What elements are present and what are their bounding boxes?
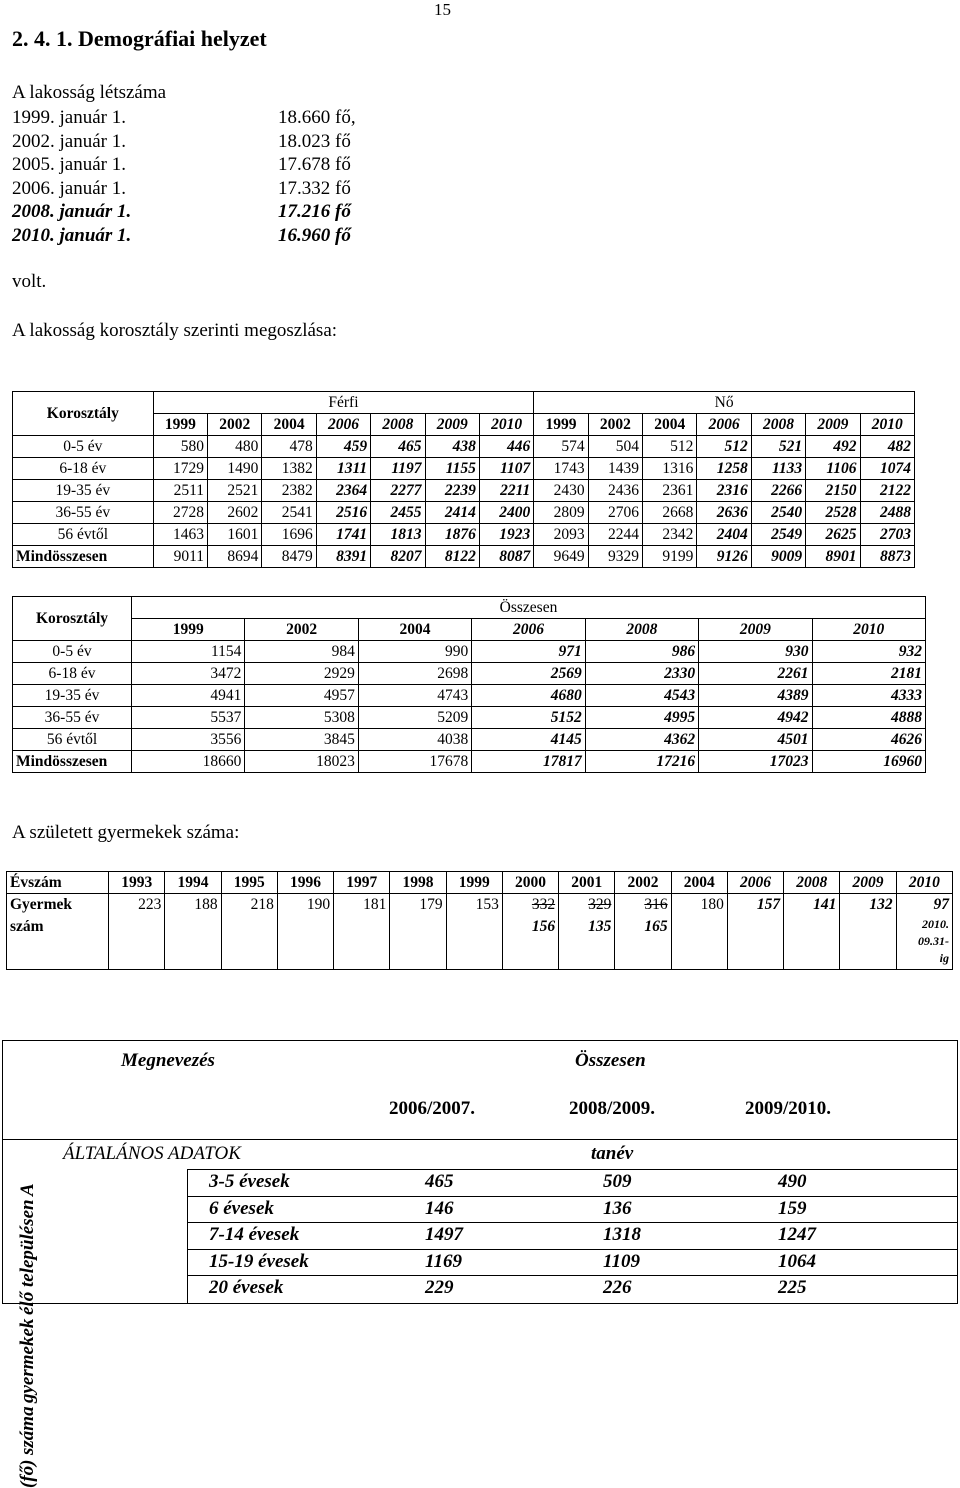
corrected-count: 135 xyxy=(588,918,612,935)
table-cell: 932 xyxy=(812,641,925,663)
table-cell: 4501 xyxy=(699,729,812,751)
table-cell: 930 xyxy=(699,641,812,663)
table-cell: 1197 xyxy=(371,458,425,480)
age-group-label: 7-14 évesek xyxy=(209,1224,300,1245)
table-cell: 521 xyxy=(751,436,805,458)
table-cell: 2488 xyxy=(860,502,914,524)
population-date: 2006. január 1. xyxy=(12,177,126,199)
year-label: Évszám xyxy=(7,872,109,894)
table-cell: 2436 xyxy=(588,480,642,502)
school-count: 159 xyxy=(778,1197,807,1219)
year-header: 2008 xyxy=(371,414,425,436)
year-header: 2008 xyxy=(784,872,840,894)
table-row xyxy=(13,685,926,707)
table-cell: 986 xyxy=(585,641,698,663)
table-cell: 2244 xyxy=(588,524,642,546)
table-cell: 9649 xyxy=(534,546,588,568)
year-header: 2004 xyxy=(358,619,471,641)
count-2010: 97 xyxy=(933,896,949,913)
table-cell: 4333 xyxy=(812,685,925,707)
year-header: 2001 xyxy=(559,872,615,894)
row-line xyxy=(187,1249,957,1250)
table-cell: 2541 xyxy=(262,502,316,524)
note-2010: 2010. xyxy=(922,917,949,931)
year-header: 2009 xyxy=(840,872,896,894)
side-label-word: településen xyxy=(17,1199,38,1288)
year-header: 2002 xyxy=(588,414,642,436)
table-cell: 2316 xyxy=(697,480,751,502)
population-value: 16.960 fő xyxy=(278,224,351,246)
table-cell: 1743 xyxy=(534,458,588,480)
age-group-label: 6 évesek xyxy=(209,1197,274,1219)
table-cell: 4941 xyxy=(132,685,245,707)
birth-count: 223 xyxy=(109,894,165,970)
table-row xyxy=(13,502,915,524)
table-cell: 2929 xyxy=(245,663,358,685)
table-cell: 4957 xyxy=(245,685,358,707)
row-line xyxy=(187,1196,957,1197)
total-header: Összesen xyxy=(575,1050,646,1071)
table-cell: 2703 xyxy=(860,524,914,546)
struck-count: 329 xyxy=(588,896,612,913)
table-cell: 2404 xyxy=(697,524,751,546)
school-count: 226 xyxy=(603,1277,632,1298)
birth-count: 190 xyxy=(277,894,333,970)
table-cell: 4038 xyxy=(358,729,471,751)
table-cell: 17817 xyxy=(472,751,585,773)
table-cell: 512 xyxy=(643,436,697,458)
year-header: 2008 xyxy=(585,619,698,641)
table-cell: 2569 xyxy=(472,663,585,685)
header-korosztaly: Korosztály xyxy=(13,392,154,436)
school-year-label: tanév xyxy=(591,1143,634,1164)
school-count: 465 xyxy=(425,1171,454,1192)
population-date: 1999. január 1. xyxy=(12,107,126,128)
year-header: 2006 xyxy=(472,619,585,641)
year-header: 2006 xyxy=(727,872,783,894)
table-cell: 2122 xyxy=(860,480,914,502)
count-label-line: szám xyxy=(10,918,44,935)
count-label-line: Gyermek xyxy=(10,896,72,913)
table-cell: 4145 xyxy=(472,729,585,751)
corrected-count: 156 xyxy=(531,918,556,935)
table-cell: 9009 xyxy=(751,546,805,568)
table-cell: 2540 xyxy=(751,502,805,524)
table-cell: 2261 xyxy=(699,663,812,685)
divider xyxy=(187,1169,188,1303)
table-cell: 4543 xyxy=(585,685,698,707)
age-group-label: 3-5 évesek xyxy=(209,1171,290,1192)
row-label: 36-55 év xyxy=(13,707,132,729)
table-cell: 1923 xyxy=(479,524,533,546)
table-cell: 17678 xyxy=(358,751,471,773)
table-cell: 1490 xyxy=(208,458,262,480)
table-row xyxy=(13,751,926,773)
birth-count: 157 xyxy=(727,894,783,970)
school-count: 490 xyxy=(778,1171,807,1192)
birth-count: 180 xyxy=(671,894,727,970)
table-cell: 2549 xyxy=(751,524,805,546)
school-count: 146 xyxy=(425,1197,454,1219)
birth-count: 218 xyxy=(221,894,277,970)
school-count: 1247 xyxy=(778,1224,816,1245)
school-count: 225 xyxy=(778,1277,807,1298)
row-label: Mindösszesen xyxy=(13,546,154,568)
year-header: 1999 xyxy=(446,872,502,894)
population-date: 2008. január 1. xyxy=(12,201,132,222)
table-cell: 1439 xyxy=(588,458,642,480)
year-header: 1999 xyxy=(153,414,207,436)
school-year-header: 2009/2010. xyxy=(745,1098,832,1119)
birth-count: 141 xyxy=(784,894,840,970)
table-row xyxy=(13,436,915,458)
year-header: 2010 xyxy=(812,619,925,641)
table-cell: 2602 xyxy=(208,502,262,524)
age-group-label: 15-19 évesek xyxy=(209,1250,309,1272)
row-label: 56 évtől xyxy=(13,729,132,751)
population-value: 18.660 fő, xyxy=(278,107,356,128)
school-count: 1497 xyxy=(425,1224,463,1245)
row-label: 56 évtől xyxy=(13,524,154,546)
school-count: 1064 xyxy=(778,1250,816,1272)
table-row xyxy=(13,707,926,729)
table-cell: 5152 xyxy=(472,707,585,729)
struck-count: 316 xyxy=(644,896,668,913)
table-row xyxy=(13,546,915,568)
table-cell: 1074 xyxy=(860,458,914,480)
table-cell: 512 xyxy=(697,436,751,458)
row-label: 19-35 év xyxy=(13,685,132,707)
note-2010: 09.31- xyxy=(918,934,949,948)
year-header: 1994 xyxy=(165,872,221,894)
table-cell: 984 xyxy=(245,641,358,663)
table-cell: 9011 xyxy=(153,546,207,568)
school-year-header: 2006/2007. xyxy=(389,1098,476,1119)
table-cell: 1258 xyxy=(697,458,751,480)
table-cell: 492 xyxy=(806,436,860,458)
year-header: 2002 xyxy=(245,619,358,641)
school-count: 229 xyxy=(425,1277,454,1298)
table-cell: 1729 xyxy=(153,458,207,480)
population-value: 17.216 fő xyxy=(278,201,351,222)
year-header: 1999 xyxy=(132,619,245,641)
age-group-label: 20 évesek xyxy=(209,1277,284,1298)
table-cell: 1601 xyxy=(208,524,262,546)
table-cell: 8087 xyxy=(479,546,533,568)
year-header: 2004 xyxy=(262,414,316,436)
row-label: 19-35 év xyxy=(13,480,154,502)
side-label-word: gyermekek xyxy=(17,1318,38,1403)
table-cell: 4680 xyxy=(472,685,585,707)
table-cell: 1133 xyxy=(751,458,805,480)
table-cell: 2455 xyxy=(371,502,425,524)
general-data-label: ÁLTALÁNOS ADATOK xyxy=(63,1143,241,1164)
table-cell: 9199 xyxy=(643,546,697,568)
row-line xyxy=(187,1275,957,1276)
table-cell: 2430 xyxy=(534,480,588,502)
table-cell: 5537 xyxy=(132,707,245,729)
year-header: 2006 xyxy=(697,414,751,436)
table-cell: 504 xyxy=(588,436,642,458)
table-cell: 2521 xyxy=(208,480,262,502)
table-cell: 2093 xyxy=(534,524,588,546)
birth-count: 153 xyxy=(446,894,502,970)
table-cell: 18023 xyxy=(245,751,358,773)
table-cell: 4888 xyxy=(812,707,925,729)
year-header: 1998 xyxy=(390,872,446,894)
year-header: 2002 xyxy=(208,414,262,436)
table-cell: 2150 xyxy=(806,480,860,502)
table-cell: 2668 xyxy=(643,502,697,524)
table-cell: 446 xyxy=(479,436,533,458)
birth-count xyxy=(559,894,615,970)
table-cell: 8207 xyxy=(371,546,425,568)
divider xyxy=(3,1139,957,1140)
table-cell: 459 xyxy=(316,436,370,458)
table-cell: 2511 xyxy=(153,480,207,502)
table-cell: 3556 xyxy=(132,729,245,751)
population-value: 17.678 fő xyxy=(278,154,351,175)
table-cell: 9329 xyxy=(588,546,642,568)
school-count: 1169 xyxy=(425,1250,462,1272)
row-label: 0-5 év xyxy=(13,641,132,663)
table-cell: 1107 xyxy=(479,458,533,480)
birth-count: 181 xyxy=(334,894,390,970)
table-cell: 4626 xyxy=(812,729,925,751)
header-total: Összesen xyxy=(132,597,926,619)
table-cell: 8479 xyxy=(262,546,316,568)
side-label xyxy=(17,1183,39,1488)
population-date: 2005. január 1. xyxy=(12,154,126,175)
year-header: 2010 xyxy=(479,414,533,436)
table-cell: 1155 xyxy=(425,458,479,480)
side-label-word: száma xyxy=(17,1406,38,1456)
year-header: 2010 xyxy=(896,872,952,894)
year-header: 2008 xyxy=(751,414,805,436)
school-year-header: 2008/2009. xyxy=(569,1098,656,1119)
birth-count: 132 xyxy=(840,894,896,970)
population-closing: volt. xyxy=(12,271,47,292)
table-cell: 438 xyxy=(425,436,479,458)
side-label-word: (fő) xyxy=(17,1459,38,1488)
table-cell: 2266 xyxy=(751,480,805,502)
table-cell: 2516 xyxy=(316,502,370,524)
school-count: 136 xyxy=(603,1197,632,1219)
name-header: Megnevezés xyxy=(121,1050,215,1071)
population-value: 17.332 fő xyxy=(278,177,351,199)
table-cell: 3472 xyxy=(132,663,245,685)
year-header: 2002 xyxy=(615,872,671,894)
school-count: 1109 xyxy=(603,1250,640,1272)
year-header: 2004 xyxy=(671,872,727,894)
row-line xyxy=(187,1169,957,1170)
table-cell: 990 xyxy=(358,641,471,663)
table-row xyxy=(13,458,915,480)
table-cell: 2809 xyxy=(534,502,588,524)
school-data-table xyxy=(2,1040,958,1488)
table-cell: 9126 xyxy=(697,546,751,568)
table-cell: 4389 xyxy=(699,685,812,707)
table-cell: 971 xyxy=(472,641,585,663)
table-cell: 478 xyxy=(262,436,316,458)
population-value: 18.023 fő xyxy=(278,130,351,152)
count-label xyxy=(7,894,109,970)
table-cell: 8901 xyxy=(806,546,860,568)
row-label: 6-18 év xyxy=(13,663,132,685)
school-count: 1318 xyxy=(603,1224,641,1245)
birth-count xyxy=(502,894,558,970)
table-cell: 1876 xyxy=(425,524,479,546)
year-header: 1996 xyxy=(277,872,333,894)
table-cell: 4995 xyxy=(585,707,698,729)
table-cell: 2211 xyxy=(479,480,533,502)
table-cell: 8122 xyxy=(425,546,479,568)
table-cell: 1382 xyxy=(262,458,316,480)
table-cell: 17023 xyxy=(699,751,812,773)
table-cell: 2364 xyxy=(316,480,370,502)
birth-count: 179 xyxy=(390,894,446,970)
corrected-count: 165 xyxy=(644,918,668,935)
table-cell: 3845 xyxy=(245,729,358,751)
header-female: Nő xyxy=(534,392,915,414)
year-header: 1993 xyxy=(109,872,165,894)
struck-count: 332 xyxy=(531,896,556,913)
table-cell: 5209 xyxy=(358,707,471,729)
table-cell: 5308 xyxy=(245,707,358,729)
table-cell: 1696 xyxy=(262,524,316,546)
header-male: Férfi xyxy=(153,392,534,414)
page-number: 15 xyxy=(434,0,451,19)
table-cell: 4743 xyxy=(358,685,471,707)
table-cell: 1463 xyxy=(153,524,207,546)
year-header: 2009 xyxy=(806,414,860,436)
row-label: 36-55 év xyxy=(13,502,154,524)
table-cell: 2239 xyxy=(425,480,479,502)
population-date: 2010. január 1. xyxy=(12,224,132,246)
table-cell: 4362 xyxy=(585,729,698,751)
table-cell: 1813 xyxy=(371,524,425,546)
table-cell: 580 xyxy=(153,436,207,458)
table-cell: 1154 xyxy=(132,641,245,663)
row-line xyxy=(187,1222,957,1223)
births-heading: A született gyermekek száma: xyxy=(12,822,240,843)
table-cell: 2330 xyxy=(585,663,698,685)
year-header: 2004 xyxy=(643,414,697,436)
table-cell: 16960 xyxy=(812,751,925,773)
table-cell: 2342 xyxy=(643,524,697,546)
table-cell: 1311 xyxy=(316,458,370,480)
table-cell: 465 xyxy=(371,436,425,458)
row-label: Mindösszesen xyxy=(13,751,132,773)
table-cell: 1741 xyxy=(316,524,370,546)
population-heading: A lakosság létszáma xyxy=(12,82,167,103)
header-korosztaly: Korosztály xyxy=(13,597,132,641)
age-total-table xyxy=(12,596,926,773)
table-cell: 2181 xyxy=(812,663,925,685)
birth-count xyxy=(615,894,671,970)
table-cell: 574 xyxy=(534,436,588,458)
year-header: 1999 xyxy=(534,414,588,436)
row-label: 0-5 év xyxy=(13,436,154,458)
table-cell: 2382 xyxy=(262,480,316,502)
table-cell: 2414 xyxy=(425,502,479,524)
table-cell: 2698 xyxy=(358,663,471,685)
year-header: 2000 xyxy=(502,872,558,894)
table-cell: 18660 xyxy=(132,751,245,773)
table-cell: 480 xyxy=(208,436,262,458)
table-cell: 2706 xyxy=(588,502,642,524)
section-title: 2. 4. 1. Demográfiai helyzet xyxy=(12,26,267,51)
birth-count xyxy=(896,894,952,970)
table-row xyxy=(13,663,926,685)
table-cell: 17216 xyxy=(585,751,698,773)
side-label-word: élő xyxy=(17,1291,38,1315)
table-cell: 2636 xyxy=(697,502,751,524)
table-cell: 8694 xyxy=(208,546,262,568)
year-header: 2010 xyxy=(860,414,914,436)
table-cell: 2277 xyxy=(371,480,425,502)
row-label: 6-18 év xyxy=(13,458,154,480)
table-row xyxy=(13,480,915,502)
table-cell: 4942 xyxy=(699,707,812,729)
table-row xyxy=(13,641,926,663)
birth-count: 188 xyxy=(165,894,221,970)
table-cell: 2400 xyxy=(479,502,533,524)
age-gender-table xyxy=(12,391,915,568)
table-cell: 482 xyxy=(860,436,914,458)
table-cell: 2361 xyxy=(643,480,697,502)
note-2010: ig xyxy=(939,951,949,965)
age-distribution-heading: A lakosság korosztály szerinti megoszlása: xyxy=(12,320,338,341)
side-label-word: A xyxy=(17,1183,38,1196)
table-row xyxy=(13,524,915,546)
year-header: 1995 xyxy=(221,872,277,894)
year-header: 2006 xyxy=(316,414,370,436)
table-cell: 2625 xyxy=(806,524,860,546)
year-header: 2009 xyxy=(699,619,812,641)
table-cell: 1106 xyxy=(806,458,860,480)
table-cell: 8873 xyxy=(860,546,914,568)
table-cell: 2528 xyxy=(806,502,860,524)
school-count: 509 xyxy=(603,1171,632,1192)
births-table xyxy=(6,871,953,970)
year-header: 1997 xyxy=(334,872,390,894)
table-cell: 2728 xyxy=(153,502,207,524)
table-row xyxy=(13,729,926,751)
table-cell: 1316 xyxy=(643,458,697,480)
table-cell: 8391 xyxy=(316,546,370,568)
year-header: 2009 xyxy=(425,414,479,436)
population-date: 2002. január 1. xyxy=(12,130,126,152)
